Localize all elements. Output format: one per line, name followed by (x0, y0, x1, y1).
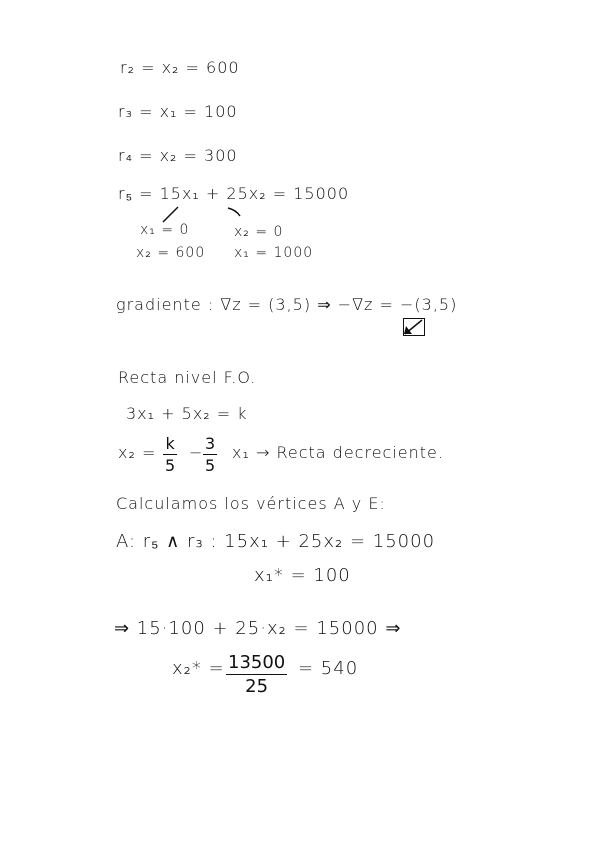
x2-equation-lhs: x₂ = (118, 443, 157, 462)
level-equation: 3x₁ + 5x₂ = k (126, 404, 248, 423)
vertex-a-line: A: r₅ ∧ r₃ : 15x₁ + 25x₂ = 15000 (116, 531, 436, 552)
gradient-line: gradiente : ∇z = (3,5) ⇒ −∇z = −(3,5) (116, 295, 458, 314)
x2-equation-rest: x₁ → Recta decreciente. (232, 443, 444, 462)
fraction-k-over-5 (163, 434, 177, 475)
intercept-right-1: x₂ = 0 (234, 224, 284, 240)
fraction-bar (163, 454, 177, 455)
fraction-numerator: k (165, 434, 175, 453)
intercept-left-2: x₂ = 600 (136, 245, 206, 261)
x1-star-line: x₁* = 100 (254, 565, 351, 586)
fraction-3-over-5 (203, 434, 217, 475)
fraction-numerator: 3 (205, 434, 216, 453)
substitution-line: ⇒ 15·100 + 25·x₂ = 15000 ⇒ (114, 618, 402, 639)
intercept-right-2: x₁ = 1000 (234, 245, 314, 261)
right-tick-stroke (228, 208, 240, 216)
line-r4: r₄ = x₂ = 300 (118, 146, 238, 165)
gradient-direction-icon (403, 318, 425, 336)
x2-star-lhs: x₂* = (172, 658, 225, 679)
minus-sign: − (189, 443, 204, 462)
x2-star-rhs: = 540 (298, 658, 359, 679)
line-r2: r₂ = x₂ = 600 (120, 58, 240, 77)
line-r3: r₃ = x₁ = 100 (118, 102, 238, 121)
fraction-denominator: 25 (245, 676, 269, 697)
fraction-denominator: 5 (165, 456, 176, 475)
line-r5: r₅ = 15x₁ + 25x₂ = 15000 (118, 184, 350, 203)
fraction-numerator: 13500 (228, 652, 286, 673)
fraction-bar (226, 674, 287, 675)
intercept-left-1: x₁ = 0 (140, 222, 190, 238)
recta-nivel-heading: Recta nivel F.O. (118, 368, 257, 387)
left-tick-stroke (163, 207, 178, 222)
fraction-denominator: 5 (205, 456, 216, 475)
calculamos-line: Calculamos los vértices A y E: (116, 494, 386, 513)
fraction-13500-over-25 (226, 652, 287, 697)
fraction-bar (203, 454, 217, 455)
